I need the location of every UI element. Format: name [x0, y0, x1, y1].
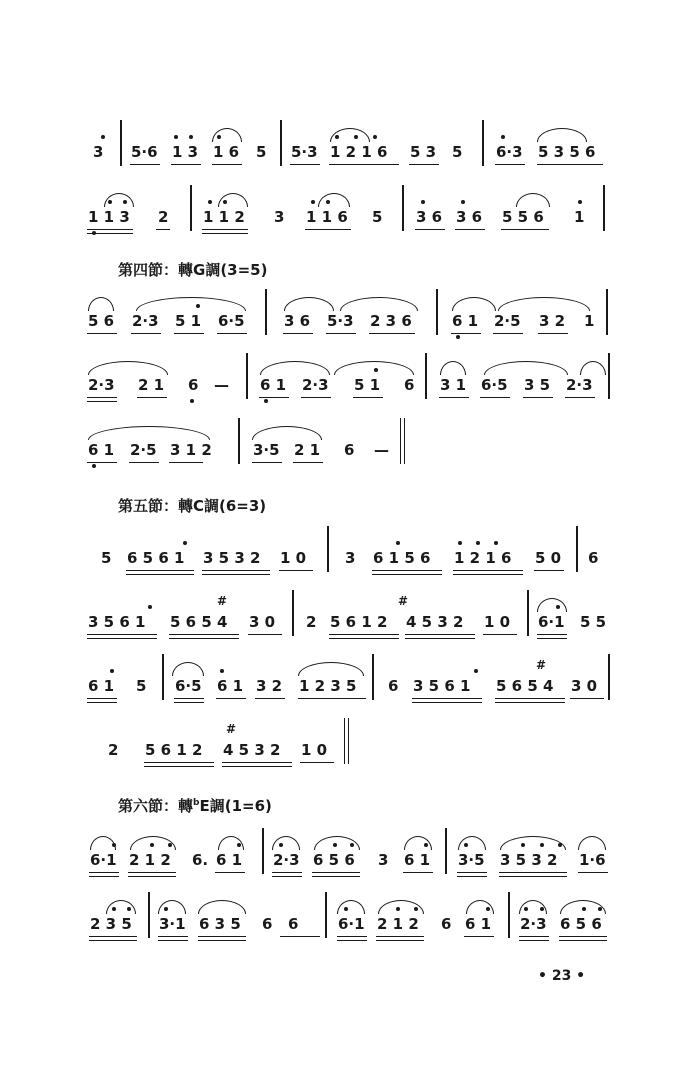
note: 2 — [306, 613, 317, 631]
note: 3 — [378, 851, 389, 869]
note: 2 — [108, 741, 119, 759]
note: 3 1 2 — [170, 441, 212, 459]
score-line-11 — [0, 914, 700, 954]
note: 2·5 — [494, 312, 521, 330]
score-line-6 — [0, 548, 700, 588]
note: 2·3 — [566, 376, 593, 394]
note: 5 0 — [535, 549, 562, 567]
note: 6 1 — [404, 851, 431, 869]
note: 1 — [584, 312, 595, 330]
note: 6 1 — [217, 677, 244, 695]
note: 6 — [262, 915, 273, 933]
heading-text: E調(1=6) — [199, 797, 272, 815]
note: 2 3 6 — [370, 312, 412, 330]
note: 4 5 3 2 — [406, 613, 464, 631]
note: 6 — [404, 376, 415, 394]
score-line-5 — [0, 440, 700, 480]
double-barline — [400, 418, 405, 464]
note: 6·3 — [496, 143, 523, 161]
note: 4 5 3 2 — [223, 741, 281, 759]
note: 6 1 — [260, 376, 287, 394]
note: 3 5 — [524, 376, 551, 394]
note: 3 0 — [249, 613, 276, 631]
note: 5 — [101, 549, 112, 567]
sharp-sign: # — [398, 594, 409, 608]
score-line-1 — [0, 142, 700, 182]
score-line-10 — [0, 850, 700, 890]
section-heading-6 — [118, 795, 272, 816]
note: 3 2 — [539, 312, 566, 330]
note: 5 6 1 2 — [330, 613, 388, 631]
note: — — [374, 441, 389, 459]
note: 2·5 — [130, 441, 157, 459]
note: 6 1 5 6 — [373, 549, 431, 567]
note: 5 6 1 2 — [145, 741, 203, 759]
note: 2·3 — [88, 376, 115, 394]
barline — [148, 892, 150, 938]
note: 5 5 — [580, 613, 607, 631]
note: 6·1 — [338, 915, 365, 933]
note: 5 6 5 4 — [170, 613, 228, 631]
barline — [262, 828, 264, 874]
note: 3 5 6 1 — [413, 677, 471, 695]
note: 6 5 6 — [313, 851, 355, 869]
note: 1 0 — [301, 741, 328, 759]
score-line-3 — [0, 311, 700, 351]
note: 2·3 — [302, 376, 329, 394]
score-line-4 — [0, 375, 700, 415]
barline — [265, 289, 267, 335]
note: 1 — [574, 208, 585, 226]
note: 6·1 — [90, 851, 117, 869]
note: 3·5 — [253, 441, 280, 459]
note: 6. — [192, 851, 209, 869]
note: 1·6 — [579, 851, 606, 869]
note: 2 1 — [294, 441, 321, 459]
score-line-9 — [0, 722, 700, 780]
note: 1 1 2 — [203, 208, 245, 226]
barline — [508, 892, 510, 938]
note: 3·5 — [458, 851, 485, 869]
note: 6 — [588, 549, 599, 567]
note: 5 — [372, 208, 383, 226]
note: 6·1 — [538, 613, 565, 631]
note: 3 5 3 2 — [500, 851, 558, 869]
note: 3 1 — [440, 376, 467, 394]
note: 5 1 — [175, 312, 202, 330]
barline — [445, 828, 447, 874]
note: 5·6 — [131, 143, 158, 161]
note: 6·5 — [218, 312, 245, 330]
score-line-2 — [0, 207, 700, 247]
note: 6·5 — [481, 376, 508, 394]
barline — [576, 526, 578, 572]
note: 2·3 — [132, 312, 159, 330]
note: 3 — [274, 208, 285, 226]
note: 5·3 — [327, 312, 354, 330]
note: 3 — [93, 143, 104, 161]
note: 2 3 5 — [90, 915, 132, 933]
note: 1 6 — [213, 143, 240, 161]
note: 5 — [256, 143, 267, 161]
barline — [606, 289, 608, 335]
note: 6·5 — [175, 677, 202, 695]
note: 5 3 5 6 — [538, 143, 596, 161]
note: 5 — [452, 143, 463, 161]
note: 3 2 — [256, 677, 283, 695]
note: 6 — [188, 376, 199, 394]
barline — [436, 289, 438, 335]
note: 2 1 — [138, 376, 165, 394]
note: 2 — [158, 208, 169, 226]
note: 2 1 2 — [377, 915, 419, 933]
note: 6 5 6 1 — [127, 549, 185, 567]
barline — [603, 185, 605, 231]
note: 3 5 3 2 — [203, 549, 261, 567]
note: 2·3 — [520, 915, 547, 933]
note: 5 3 — [410, 143, 437, 161]
section-heading-5: 第五節：轉C調(6=3) — [118, 497, 267, 515]
note: 3 6 — [284, 312, 311, 330]
note: 2·3 — [273, 851, 300, 869]
note: 6 — [441, 915, 452, 933]
note: 6 — [344, 441, 355, 459]
note: — — [214, 376, 229, 394]
page-number: • 23 • — [538, 968, 586, 984]
note: 5 5 6 — [502, 208, 544, 226]
note: 2 1 2 — [129, 851, 171, 869]
note: 1 1 3 — [88, 208, 130, 226]
score-line-7 — [0, 594, 700, 652]
note: 6 1 — [452, 312, 479, 330]
note: 5 — [136, 677, 147, 695]
heading-text: 第六節：轉 — [118, 797, 194, 815]
note: 6 3 5 — [199, 915, 241, 933]
note: 1 0 — [280, 549, 307, 567]
note: 3 — [345, 549, 356, 567]
barline — [325, 892, 327, 938]
note: 6 1 — [88, 441, 115, 459]
sharp-sign: # — [536, 658, 547, 672]
barline — [238, 418, 240, 464]
barline — [425, 353, 427, 399]
note: 5·3 — [291, 143, 318, 161]
note: 3 6 — [456, 208, 483, 226]
note: 3 6 — [416, 208, 443, 226]
note: 6 — [388, 677, 399, 695]
note: 6 1 — [216, 851, 243, 869]
note: 5 6 5 4 — [496, 677, 554, 695]
note: 5 1 — [354, 376, 381, 394]
note: 3 0 — [571, 677, 598, 695]
barline — [280, 120, 282, 166]
barline — [608, 654, 610, 700]
note: 1 2 3 5 — [299, 677, 357, 695]
barline — [327, 526, 329, 572]
note: 3·1 — [159, 915, 186, 933]
section-heading-4: 第四節：轉G調(3=5) — [118, 261, 268, 279]
note: 6 1 — [465, 915, 492, 933]
note: 5 6 — [88, 312, 115, 330]
note: 3 5 6 1 — [88, 613, 146, 631]
barline — [190, 185, 192, 231]
barline — [608, 353, 610, 399]
sharp-sign: # — [217, 594, 228, 608]
note: 1 3 — [172, 143, 199, 161]
double-barline — [344, 718, 349, 764]
barline — [402, 185, 404, 231]
note: 6 — [288, 915, 299, 933]
barline — [246, 353, 248, 399]
barline — [292, 590, 294, 636]
barline — [120, 120, 122, 166]
note: 1 2 1 6 — [454, 549, 512, 567]
note: 6 5 6 — [560, 915, 602, 933]
barline — [527, 590, 529, 636]
barline — [372, 654, 374, 700]
flat-sign: b — [193, 798, 200, 808]
score-line-8 — [0, 658, 700, 716]
barline — [162, 654, 164, 700]
note: 1 0 — [484, 613, 511, 631]
sharp-sign: # — [226, 722, 237, 736]
note: 1 2 1 6 — [330, 143, 388, 161]
note: 1 1 6 — [306, 208, 348, 226]
note: 6 1 — [88, 677, 115, 695]
barline — [482, 120, 484, 166]
